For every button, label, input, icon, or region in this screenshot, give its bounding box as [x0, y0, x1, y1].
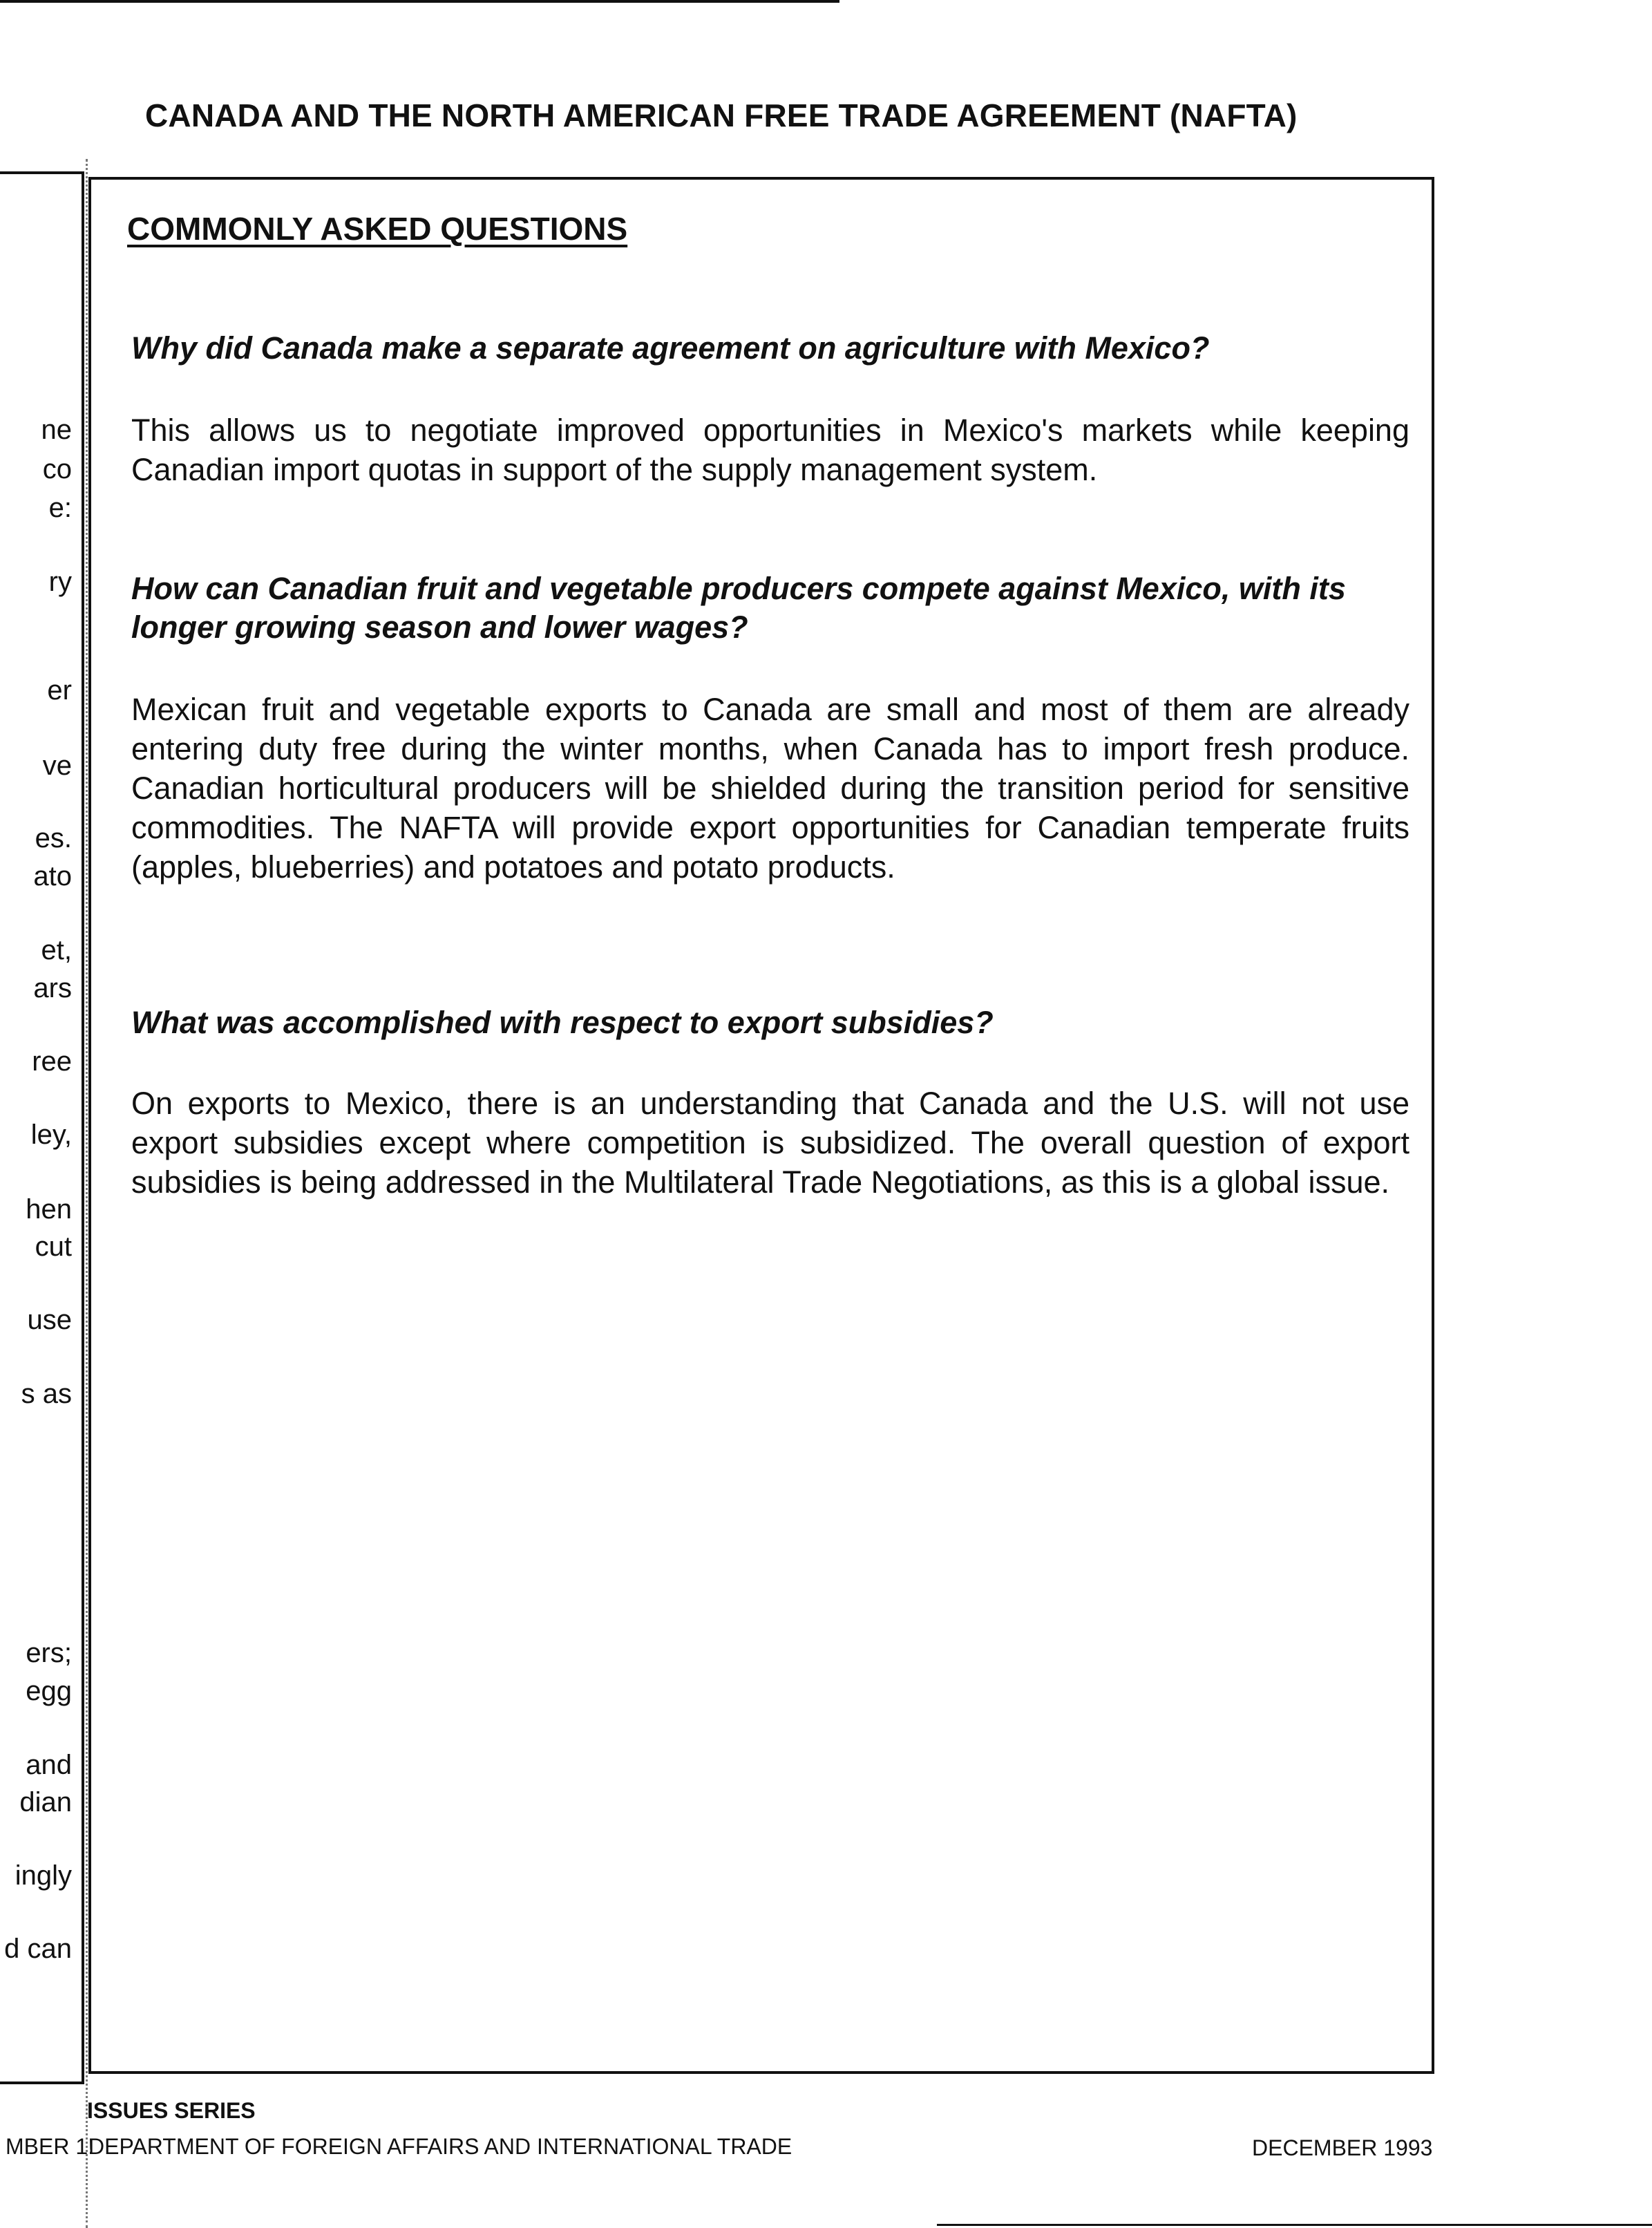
page-fragment: dian — [19, 1787, 72, 1818]
adjacent-page-edge — [0, 171, 84, 2084]
footer-department: DEPARTMENT OF FOREIGN AFFAIRS AND INTERNATIONAL TRADE — [88, 2134, 792, 2159]
page-fragment: ne — [41, 415, 72, 445]
page-fragment: use — [27, 1305, 72, 1335]
page-fragment: ingly — [15, 1860, 72, 1891]
answer-2: Mexican fruit and vegetable exports to Canada are small and most of them are already entering duty free during the winter months, when Canada has to import fresh produce. Canadian horticultural producers will be shielded during the transition period for sensitive commodities. The NAFTA will provide export opportunities for Canadian temperate fruits (apples, blueberries) and potatoes and potato products. — [131, 692, 1409, 885]
page-fragment: and — [26, 1750, 72, 1780]
question-2: How can Canadian fruit and vegetable producers compete against Mexico, with its longer growing season and lower wages? — [131, 571, 1346, 645]
commonly-asked-questions-box — [88, 177, 1434, 2074]
top-edge-rule — [0, 0, 839, 3]
footer-date: DECEMBER 1993 — [1252, 2135, 1433, 2160]
question-1: Why did Canada make a separate agreement on agriculture with Mexico? — [131, 330, 1210, 366]
page-fragment: ve — [42, 750, 72, 781]
answer-3: On exports to Mexico, there is an understanding that Canada and the U.S. will not use export subsidies except where competition is subsidized. The overall question of export subsidies is being addressed in the Multilateral Trade Negotiations, as this is a global issue. — [131, 1086, 1409, 1200]
page-fragment: cut — [35, 1231, 72, 1262]
bottom-edge-rule — [937, 2224, 1652, 2226]
answer-1: This allows us to negotiate improved opportunities in Mexico's markets while keeping Canadian import quotas in support of the supply management system. — [131, 413, 1409, 487]
page-fragment: e: — [48, 493, 72, 523]
page-fragment: ry — [48, 567, 72, 597]
section-heading: COMMONLY ASKED QUESTIONS — [127, 211, 628, 247]
page-fragment: er — [47, 675, 72, 706]
page-fragment: ars — [33, 973, 72, 1003]
page-fragment: egg — [26, 1676, 72, 1706]
page-fragment: ley, — [30, 1120, 72, 1150]
question-3: What was accomplished with respect to export subsidies? — [131, 1005, 994, 1040]
page-fragment: ers; — [26, 1638, 72, 1668]
page-fragment: ato — [33, 861, 72, 891]
page-fold-line — [86, 159, 88, 2228]
page-fragment: co — [42, 454, 72, 484]
page-fragment: es. — [35, 823, 72, 853]
page-fragment: ree — [32, 1046, 72, 1077]
footer-page-fragment: MBER 1! — [6, 2134, 95, 2159]
footer-series-label: ISSUES SERIES — [87, 2098, 256, 2123]
page-fragment: hen — [26, 1194, 72, 1225]
page-fragment: s as — [21, 1379, 72, 1409]
document-title: CANADA AND THE NORTH AMERICAN FREE TRADE AGREEMENT (NAFTA) — [145, 97, 1298, 133]
page-fragment: d can — [4, 1934, 72, 1964]
page-fragment: et, — [41, 935, 72, 965]
